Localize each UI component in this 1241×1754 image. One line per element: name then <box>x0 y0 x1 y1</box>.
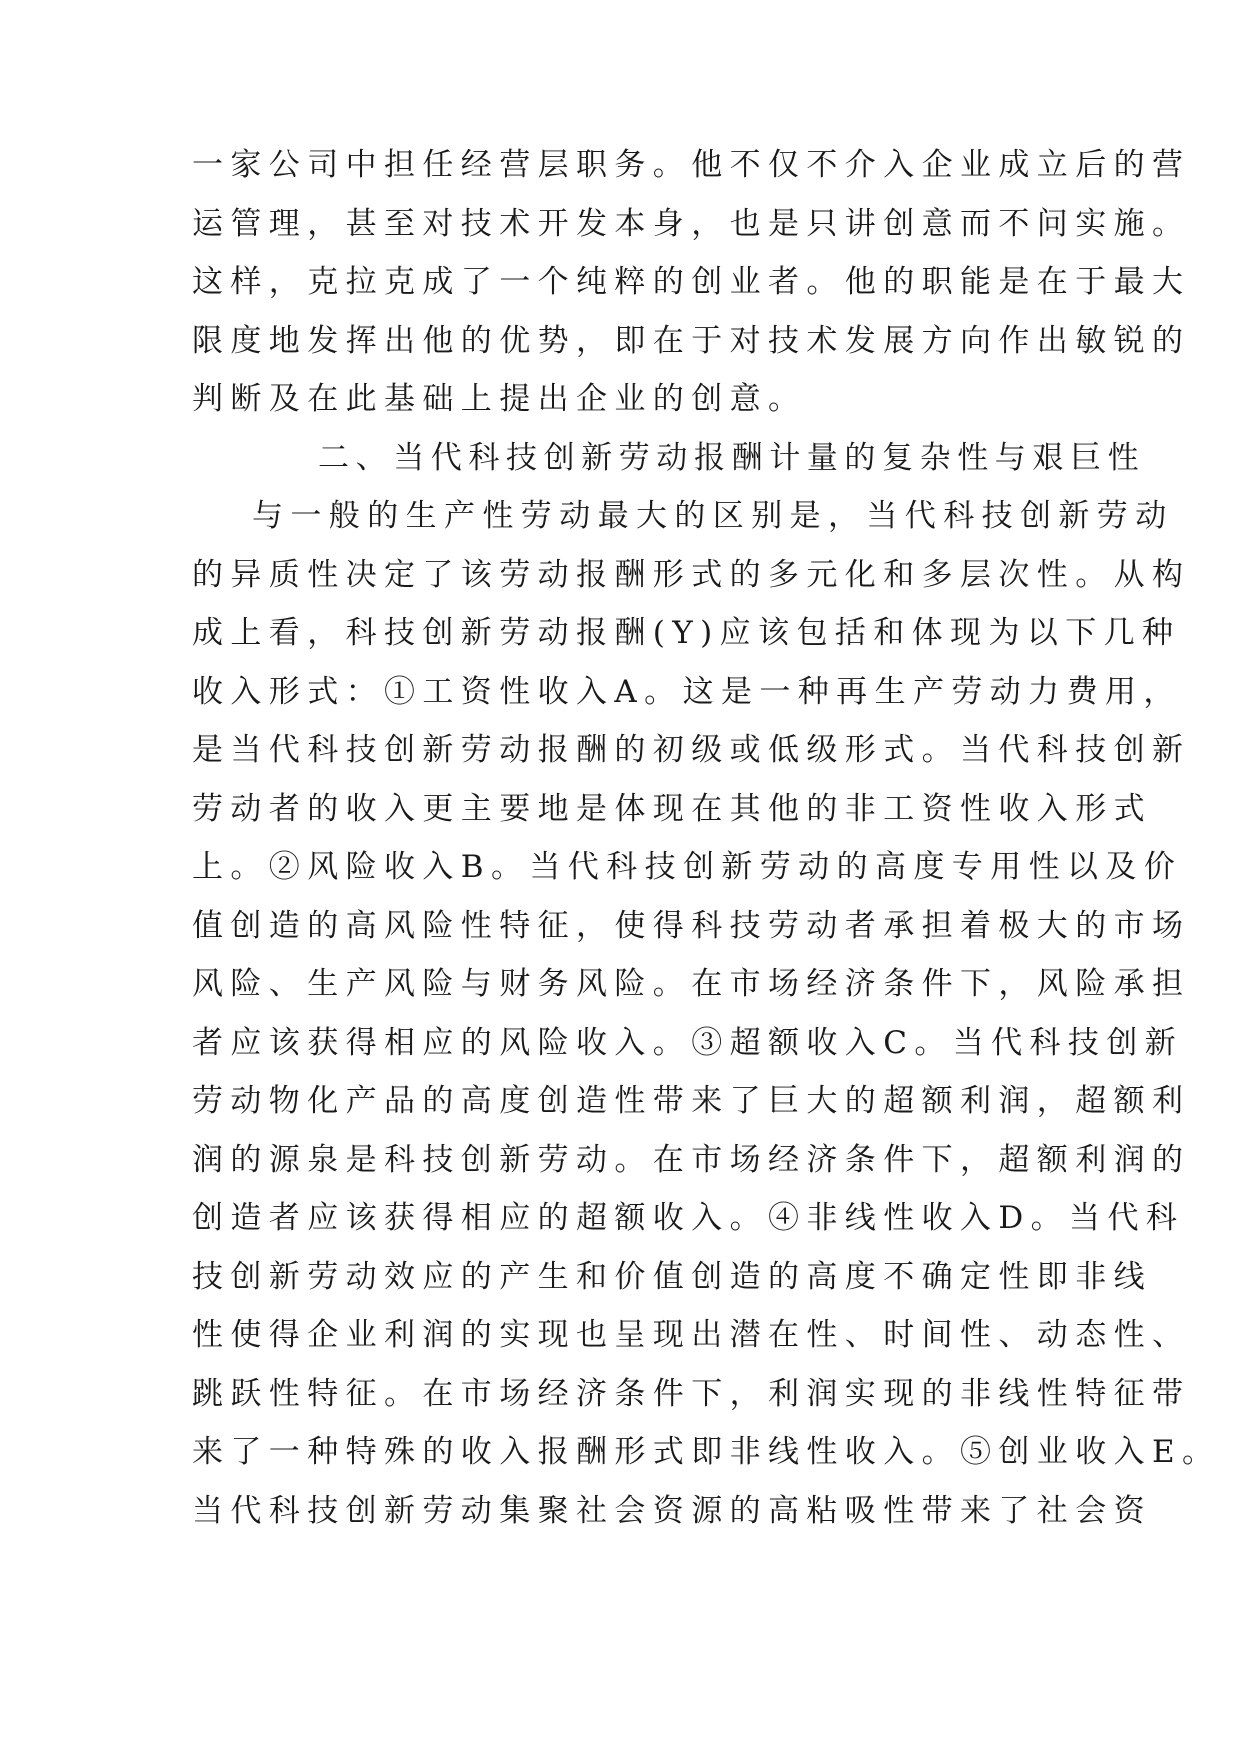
text-line: 是当代科技创新劳动报酬的初级或低级形式。当代科技创新 <box>192 732 1191 768</box>
text-line: 跳跃性特征。在市场经济条件下，利润实现的非线性特征带 <box>192 1376 1191 1412</box>
text-line: 当代科技创新劳动集聚社会资源的高粘吸性带来了社会资 <box>192 1493 1152 1529</box>
text-line: 润的源泉是科技创新劳动。在市场经济条件下，超额利润的 <box>192 1142 1191 1178</box>
text-line: 运管理，甚至对技术开发本身，也是只讲创意而不问实施。 <box>192 206 1191 242</box>
text-line: 劳动物化产品的高度创造性带来了巨大的超额利润，超额利 <box>192 1083 1191 1119</box>
text-line: 判断及在此基础上提出企业的创意。 <box>192 381 807 417</box>
text-line: 这样，克拉克成了一个纯粹的创业者。他的职能是在于最大 <box>192 264 1191 300</box>
text-line: 来了一种特殊的收入报酬形式即非线性收入。⑤创业收入E。 <box>192 1434 1221 1470</box>
text-line: 上。②风险收入B。当代科技创新劳动的高度专用性以及价 <box>192 849 1183 885</box>
text-line: 的异质性决定了该劳动报酬形式的多元化和多层次性。从构 <box>192 557 1191 593</box>
text-line: 成上看，科技创新劳动报酬(Y)应该包括和体现为以下几种 <box>192 615 1181 651</box>
text-line: 收入形式：①工资性收入A。这是一种再生产劳动力费用， <box>192 674 1182 710</box>
text-line: 劳动者的收入更主要地是体现在其他的非工资性收入形式 <box>192 791 1152 827</box>
text-line: 一家公司中担任经营层职务。他不仅不介入企业成立后的营 <box>192 147 1191 183</box>
text-line: 值创造的高风险性特征，使得科技劳动者承担着极大的市场 <box>192 908 1191 944</box>
text-line: 创造者应该获得相应的超额收入。④非线性收入D。当代科 <box>192 1200 1185 1236</box>
text-line: 限度地发挥出他的优势，即在于对技术发展方向作出敏锐的 <box>192 323 1191 359</box>
text-line: 性使得企业利润的实现也呈现出潜在性、时间性、动态性、 <box>192 1317 1191 1353</box>
section-heading: 二、当代科技创新劳动报酬计量的复杂性与艰巨性 <box>318 440 1146 476</box>
text-line: 风险、生产风险与财务风险。在市场经济条件下，风险承担 <box>192 966 1191 1002</box>
text-line: 者应该获得相应的风险收入。③超额收入C。当代科技创新 <box>192 1025 1184 1061</box>
text-line: 技创新劳动效应的产生和价值创造的高度不确定性即非线 <box>192 1259 1152 1295</box>
paragraph-first-line: 与一般的生产性劳动最大的区别是，当代科技创新劳动 <box>252 498 1174 534</box>
